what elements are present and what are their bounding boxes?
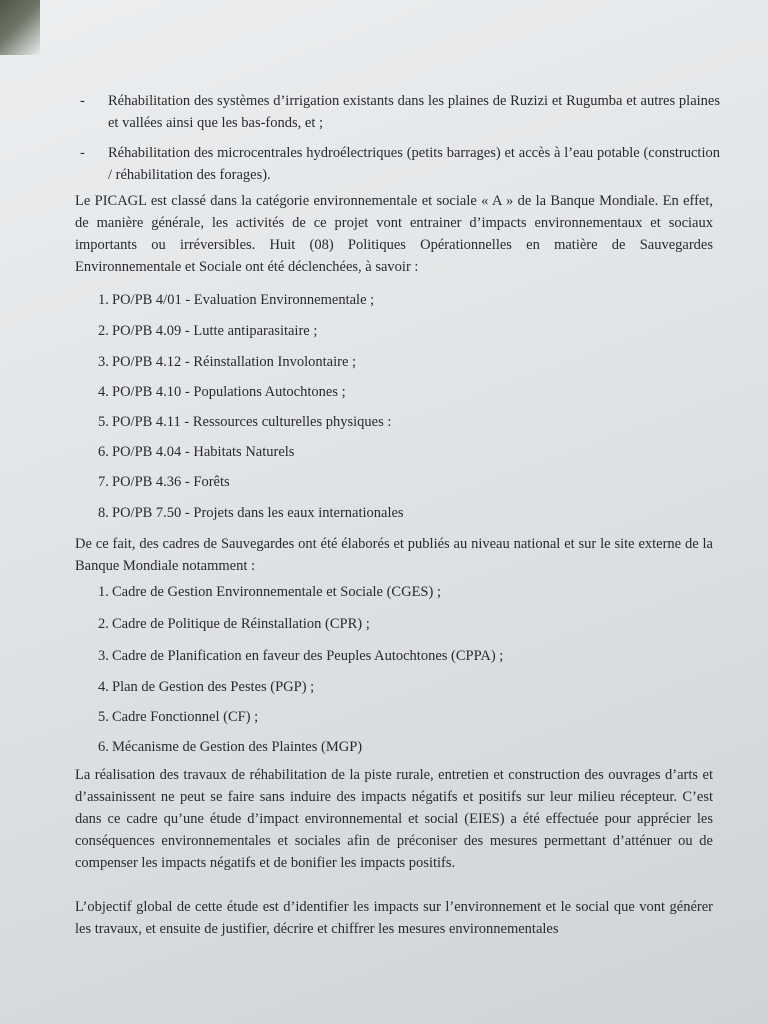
bullet-marker: -	[80, 145, 85, 161]
list-number: 1.	[98, 292, 109, 308]
paragraph-frameworks-intro: De ce fait, des cadres de Sauvegardes ont été élaborés et publiés au niveau national et sur le site externe de la Banque Mondiale notamment :	[75, 536, 713, 574]
list-item	[98, 412, 391, 432]
list-item	[98, 352, 356, 372]
list-text: Mécanisme de Gestion des Plaintes (MGP)	[112, 739, 363, 755]
list-number: 8.	[98, 505, 109, 521]
list-number: 4.	[98, 384, 109, 400]
paragraph-classification: Le PICAGL est classé dans la catégorie environnementale et sociale « A » de la Banque Mondiale. En effet, de manière générale, les activités de ce projet vont entrainer d’impacts environnementaux et sociaux importants ou irréversibles. Huit (08) Politiques Opérationnelles en matière de Sauvegardes Environnementale et Sociale ont été déclenchées, à savoir :	[75, 193, 713, 275]
bullet-text: Réhabilitation des microcentrales hydroélectriques (petits barrages) et accès à l’eau potable (construction / réhabilitation des forages).	[108, 145, 720, 183]
list-number: 2.	[98, 616, 109, 632]
list-number: 2.	[98, 323, 109, 339]
list-item	[98, 382, 346, 402]
list-text: PO/PB 4.11 - Ressources culturelles physiques :	[112, 414, 392, 430]
list-item	[98, 503, 404, 523]
list-number: 1.	[98, 584, 109, 600]
list-item	[98, 582, 441, 602]
list-item	[98, 614, 370, 634]
list-number: 5.	[98, 709, 109, 725]
list-item	[98, 472, 230, 492]
list-item	[98, 677, 314, 697]
list-text: PO/PB 7.50 - Projets dans les eaux internationales	[112, 505, 404, 521]
list-number: 7.	[98, 474, 109, 490]
list-text: Cadre de Gestion Environnementale et Sociale (CGES) ;	[112, 584, 441, 600]
list-item	[98, 442, 294, 462]
list-text: Cadre de Planification en faveur des Peuples Autochtones (CPPA) ;	[112, 648, 504, 664]
list-text: Plan de Gestion des Pestes (PGP) ;	[112, 679, 315, 695]
list-number: 5.	[98, 414, 109, 430]
bullet-text: Réhabilitation des systèmes d’irrigation existants dans les plaines de Ruzizi et Rugumba et autres plaines et vallées ainsi que les bas-fonds, et ;	[108, 93, 720, 131]
list-item	[98, 646, 503, 666]
list-number: 4.	[98, 679, 109, 695]
list-text: PO/PB 4.04 - Habitats Naturels	[112, 444, 295, 460]
list-text: PO/PB 4.12 - Réinstallation Involontaire ;	[112, 354, 357, 370]
paragraph-objective: L’objectif global de cette étude est d’identifier les impacts sur l’environnement et le social que vont générer les travaux, et ensuite de justifier, décrire et chiffrer les mesures environnementales	[75, 899, 713, 937]
list-text: Cadre Fonctionnel (CF) ;	[112, 709, 259, 725]
list-number: 6.	[98, 739, 109, 755]
list-text: PO/PB 4.10 - Populations Autochtones ;	[112, 384, 346, 400]
list-item	[98, 737, 362, 757]
list-item	[98, 707, 258, 727]
list-number: 6.	[98, 444, 109, 460]
bullet-marker: -	[80, 93, 85, 109]
list-text: PO/PB 4.36 - Forêts	[112, 474, 230, 490]
list-item	[98, 290, 374, 310]
paragraph-eies: La réalisation des travaux de réhabilitation de la piste rurale, entretien et construction des ouvrages d’arts et d’assainissent ne peut se faire sans induire des impacts négatifs et positifs sur leur milieu récepteur. C’est dans ce cadre qu’une étude d’impact environnemental et social (EIES) a été effectuée pour apprécier les conséquences environnementales et sociales afin de préconiser des mesures permettant d’atténuer ou de compenser les impacts négatifs et de bonifier les impacts positifs.	[75, 767, 713, 871]
list-text: Cadre de Politique de Réinstallation (CPR) ;	[112, 616, 370, 632]
list-text: PO/PB 4.09 - Lutte antiparasitaire ;	[112, 323, 318, 339]
list-item	[98, 321, 317, 341]
list-text: PO/PB 4/01 - Evaluation Environnementale ;	[112, 292, 375, 308]
list-number: 3.	[98, 354, 109, 370]
list-number: 3.	[98, 648, 109, 664]
